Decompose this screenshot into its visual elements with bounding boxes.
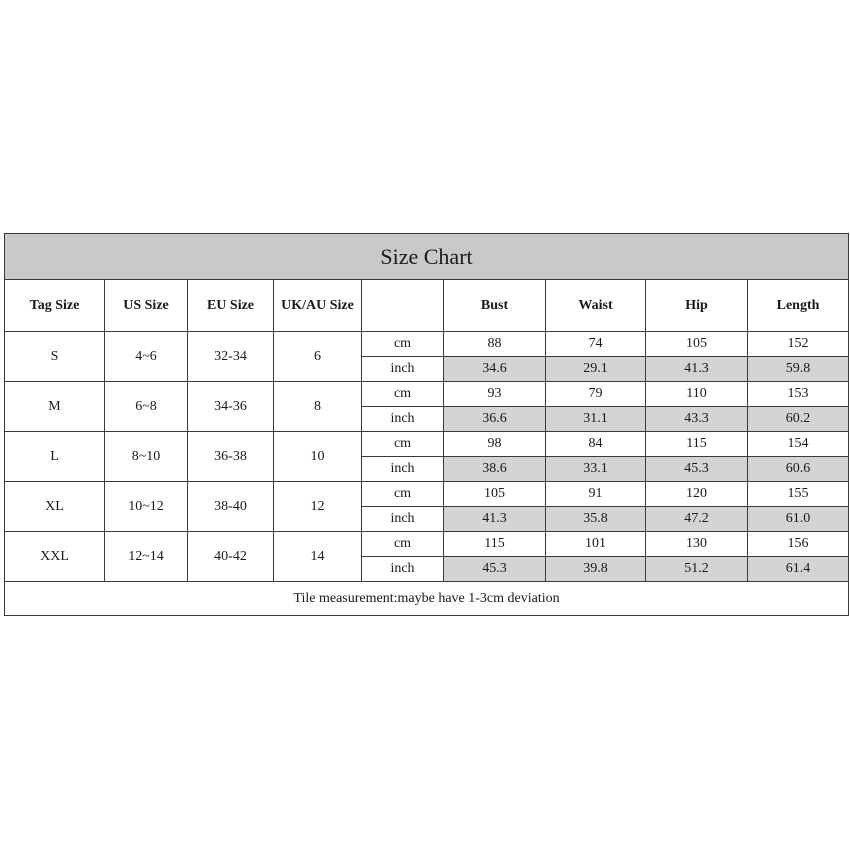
unit-label: cm: [362, 532, 444, 557]
length-value: 61.4: [748, 557, 849, 582]
unit-label: cm: [362, 332, 444, 357]
size-chart-table: [4, 233, 849, 616]
us-size-cell: 8~10: [105, 432, 188, 482]
ukau-size-cell: 12: [274, 482, 362, 532]
unit-label: inch: [362, 457, 444, 482]
header-unit: [362, 280, 444, 332]
header-bust: Bust: [444, 280, 546, 332]
bust-value: 105: [444, 482, 546, 507]
length-value: 60.2: [748, 407, 849, 432]
unit-label: inch: [362, 407, 444, 432]
ukau-size-cell: 8: [274, 382, 362, 432]
unit-label: inch: [362, 557, 444, 582]
table-row: [5, 432, 849, 457]
header-ukau-size: UK/AU Size: [274, 280, 362, 332]
bust-value: 93: [444, 382, 546, 407]
bust-value: 88: [444, 332, 546, 357]
unit-label: inch: [362, 507, 444, 532]
hip-value: 47.2: [646, 507, 748, 532]
length-value: 60.6: [748, 457, 849, 482]
us-size-cell: 12~14: [105, 532, 188, 582]
bust-value: 34.6: [444, 357, 546, 382]
unit-label: cm: [362, 432, 444, 457]
ukau-size-cell: 10: [274, 432, 362, 482]
unit-label: cm: [362, 482, 444, 507]
waist-value: 91: [546, 482, 646, 507]
bust-value: 36.6: [444, 407, 546, 432]
bust-value: 41.3: [444, 507, 546, 532]
waist-value: 35.8: [546, 507, 646, 532]
waist-value: 101: [546, 532, 646, 557]
length-value: 156: [748, 532, 849, 557]
header-waist: Waist: [546, 280, 646, 332]
bust-value: 98: [444, 432, 546, 457]
eu-size-cell: 38-40: [188, 482, 274, 532]
bust-value: 38.6: [444, 457, 546, 482]
tag-size-cell: L: [5, 432, 105, 482]
tag-size-cell: S: [5, 332, 105, 382]
length-value: 154: [748, 432, 849, 457]
hip-value: 130: [646, 532, 748, 557]
waist-value: 84: [546, 432, 646, 457]
tag-size-cell: XL: [5, 482, 105, 532]
length-value: 152: [748, 332, 849, 357]
eu-size-cell: 36-38: [188, 432, 274, 482]
hip-value: 43.3: [646, 407, 748, 432]
deviation-note: Tile measurement:maybe have 1-3cm deviation: [5, 582, 849, 616]
waist-value: 74: [546, 332, 646, 357]
bust-value: 115: [444, 532, 546, 557]
unit-label: cm: [362, 382, 444, 407]
eu-size-cell: 34-36: [188, 382, 274, 432]
header-length: Length: [748, 280, 849, 332]
table-row: [5, 532, 849, 557]
waist-value: 31.1: [546, 407, 646, 432]
unit-label: inch: [362, 357, 444, 382]
hip-value: 105: [646, 332, 748, 357]
us-size-cell: 4~6: [105, 332, 188, 382]
eu-size-cell: 32-34: [188, 332, 274, 382]
waist-value: 33.1: [546, 457, 646, 482]
length-value: 153: [748, 382, 849, 407]
us-size-cell: 10~12: [105, 482, 188, 532]
header-tag-size: Tag Size: [5, 280, 105, 332]
hip-value: 110: [646, 382, 748, 407]
table-row: [5, 482, 849, 507]
table-row: [5, 382, 849, 407]
length-value: 61.0: [748, 507, 849, 532]
hip-value: 45.3: [646, 457, 748, 482]
us-size-cell: 6~8: [105, 382, 188, 432]
length-value: 59.8: [748, 357, 849, 382]
bust-value: 45.3: [444, 557, 546, 582]
ukau-size-cell: 14: [274, 532, 362, 582]
hip-value: 41.3: [646, 357, 748, 382]
length-value: 155: [748, 482, 849, 507]
header-hip: Hip: [646, 280, 748, 332]
waist-value: 29.1: [546, 357, 646, 382]
header-eu-size: EU Size: [188, 280, 274, 332]
header-us-size: US Size: [105, 280, 188, 332]
hip-value: 51.2: [646, 557, 748, 582]
tag-size-cell: XXL: [5, 532, 105, 582]
hip-value: 120: [646, 482, 748, 507]
chart-title: Size Chart: [5, 234, 849, 280]
eu-size-cell: 40-42: [188, 532, 274, 582]
waist-value: 79: [546, 382, 646, 407]
ukau-size-cell: 6: [274, 332, 362, 382]
table-row: [5, 332, 849, 357]
table-body: [5, 332, 849, 582]
hip-value: 115: [646, 432, 748, 457]
waist-value: 39.8: [546, 557, 646, 582]
tag-size-cell: M: [5, 382, 105, 432]
